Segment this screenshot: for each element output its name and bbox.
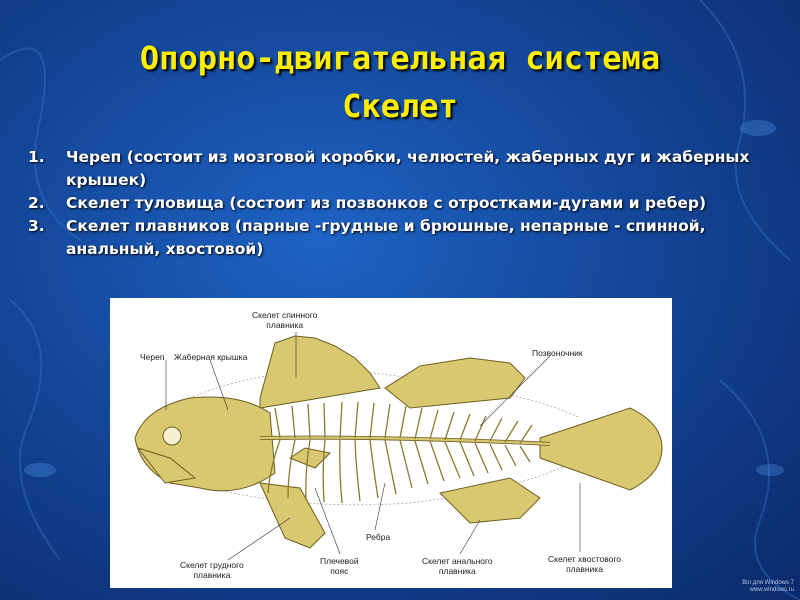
title-line-2: Скелет xyxy=(342,87,458,125)
label-anal-fin-skeleton: Скелет анального плавника xyxy=(422,556,493,576)
watermark: Віл для Windows 7 www.windows.ru xyxy=(742,580,794,593)
tail-fin xyxy=(540,408,662,490)
list-item-number: 1. xyxy=(28,148,45,166)
dorsal-fin-soft xyxy=(385,358,525,408)
list-item-number: 2. xyxy=(28,194,45,212)
list-item xyxy=(28,146,768,192)
list-item xyxy=(28,192,768,215)
list-item-text: Скелет плавников (парные -грудные и брюшные, непарные - спинной, анальный, хвостовой) xyxy=(66,217,706,258)
label-spine: Позвоночник xyxy=(532,348,583,358)
list-item xyxy=(28,215,768,261)
bones xyxy=(135,336,662,548)
label-shoulder-girdle: Плечевой пояс xyxy=(320,556,359,576)
list-item-text: Скелет туловища (состоит из позвонков с отростками-дугами и ребер) xyxy=(66,194,707,212)
list-item-text: Череп (состоит из мозговой коробки, челюстей, жаберных дуг и жаберных крышек) xyxy=(66,148,750,189)
label-ribs: Ребра xyxy=(366,532,391,542)
skeleton-parts-list xyxy=(28,146,768,261)
list-item-number: 3. xyxy=(28,217,45,235)
label-tail-fin-skeleton: Скелет хвостового плавника xyxy=(548,554,622,574)
dorsal-fin-spiny xyxy=(260,336,380,408)
fish-skeleton-figure xyxy=(110,298,672,588)
slide-title xyxy=(0,34,800,130)
anal-fin xyxy=(440,478,540,523)
label-dorsal-fin-skeleton: Скелет спинного плавника xyxy=(252,310,318,330)
label-skull: Череп xyxy=(140,352,165,362)
eye-socket xyxy=(163,427,181,445)
label-pectoral-fin-skeleton: Скелет грудного плавника xyxy=(180,560,244,580)
skull xyxy=(135,397,275,491)
label-gill-cover: Жаберная крышка xyxy=(174,352,248,362)
pectoral-fin xyxy=(260,483,325,548)
fish-skeleton-illustration xyxy=(110,298,672,588)
title-line-1: Опорно-двигательная система xyxy=(139,39,661,77)
